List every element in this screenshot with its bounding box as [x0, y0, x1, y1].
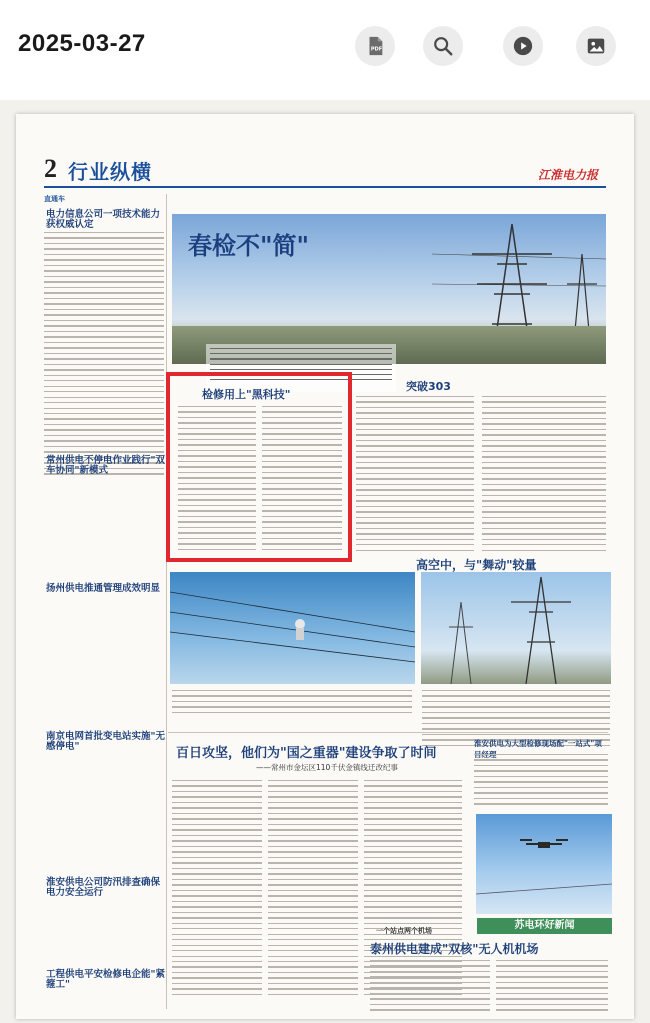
- green-banner: 苏电环好新闻: [477, 918, 612, 934]
- header-rule: [44, 186, 606, 188]
- pdf-button[interactable]: [355, 26, 395, 66]
- right-bottom-body-1: [474, 754, 608, 809]
- tower-photo[interactable]: [421, 572, 611, 684]
- right-bottom-body-3: [496, 960, 608, 1015]
- left-headline-4[interactable]: 南京电网首批变电站实施"无感停电": [46, 731, 165, 753]
- breakthrough-headline[interactable]: 突破303: [406, 380, 451, 393]
- left-headline-6[interactable]: 工程供电平安检修电企能"紧箍工": [46, 969, 165, 991]
- page-number: 2: [44, 154, 57, 183]
- viewer-top-bar: [0, 0, 650, 100]
- left-headline-2[interactable]: 常州供电不停电作业践行"双车协同"新模式: [46, 455, 165, 477]
- right-bottom-body-2: [370, 960, 490, 1015]
- bottom-headline[interactable]: 百日攻坚，他们为"国之重器"建设争取了时间: [176, 746, 437, 761]
- highlighted-article[interactable]: [166, 372, 352, 562]
- bottom-body-1: [172, 780, 262, 999]
- feature-title: 春检不"简": [188, 231, 310, 260]
- bottom-subheadline: ——常州市金坛区110千伏金镇线迁改纪事: [256, 763, 398, 772]
- pdf-icon: [364, 35, 386, 57]
- left-headline-3[interactable]: 扬州供电推通管理成效明显: [46, 583, 161, 594]
- photo-caption-left: [172, 690, 412, 717]
- search-icon: [432, 35, 454, 57]
- column-rule: [166, 194, 167, 1009]
- mid-headline[interactable]: 高空中，与"舞动"较量: [416, 558, 537, 572]
- drone-photo[interactable]: [476, 814, 612, 914]
- right-bottom-small: 一个站点两个机场: [376, 927, 432, 935]
- right-bottom-headline-1[interactable]: 淮安供电为大型检修现场配"一站式"项: [474, 739, 602, 748]
- newspaper-page[interactable]: [16, 114, 634, 1019]
- right-bottom-headline-2[interactable]: 泰州供电建成"双核"无人机机场: [370, 942, 539, 956]
- bottom-body-2: [268, 780, 358, 999]
- left-headline-1[interactable]: 电力信息公司一项技术能力获权威认定: [46, 209, 161, 231]
- power-line-icon: [170, 572, 415, 684]
- svg-text:PDF: PDF: [370, 46, 383, 53]
- left-column-tag: 直通车: [44, 195, 65, 203]
- tower-silhouette-icon: [421, 572, 611, 684]
- section-name: 行业纵横: [68, 160, 152, 184]
- drone-icon: [476, 814, 612, 914]
- masthead: 江淮电力报: [538, 168, 599, 182]
- image-icon: [585, 35, 607, 57]
- highlight-body-right: [262, 406, 342, 554]
- play-icon: [512, 35, 534, 57]
- issue-date: 2025-03-27: [18, 30, 146, 57]
- section-divider: [168, 732, 608, 733]
- article-body: [44, 232, 164, 479]
- highlight-headline: 检修用上"黑科技": [202, 388, 291, 401]
- breakthrough-body-1: [356, 396, 474, 555]
- play-button[interactable]: [503, 26, 543, 66]
- search-button[interactable]: [423, 26, 463, 66]
- breakthrough-body-2: [482, 396, 606, 555]
- left-headline-5[interactable]: 淮安供电公司防汛排查确保电力安全运行: [46, 877, 161, 899]
- feature-photo[interactable]: [172, 214, 606, 364]
- page-viewer[interactable]: [0, 100, 650, 1023]
- highlight-body-left: [178, 406, 256, 554]
- image-button[interactable]: [576, 26, 616, 66]
- line-worker-photo[interactable]: [170, 572, 415, 684]
